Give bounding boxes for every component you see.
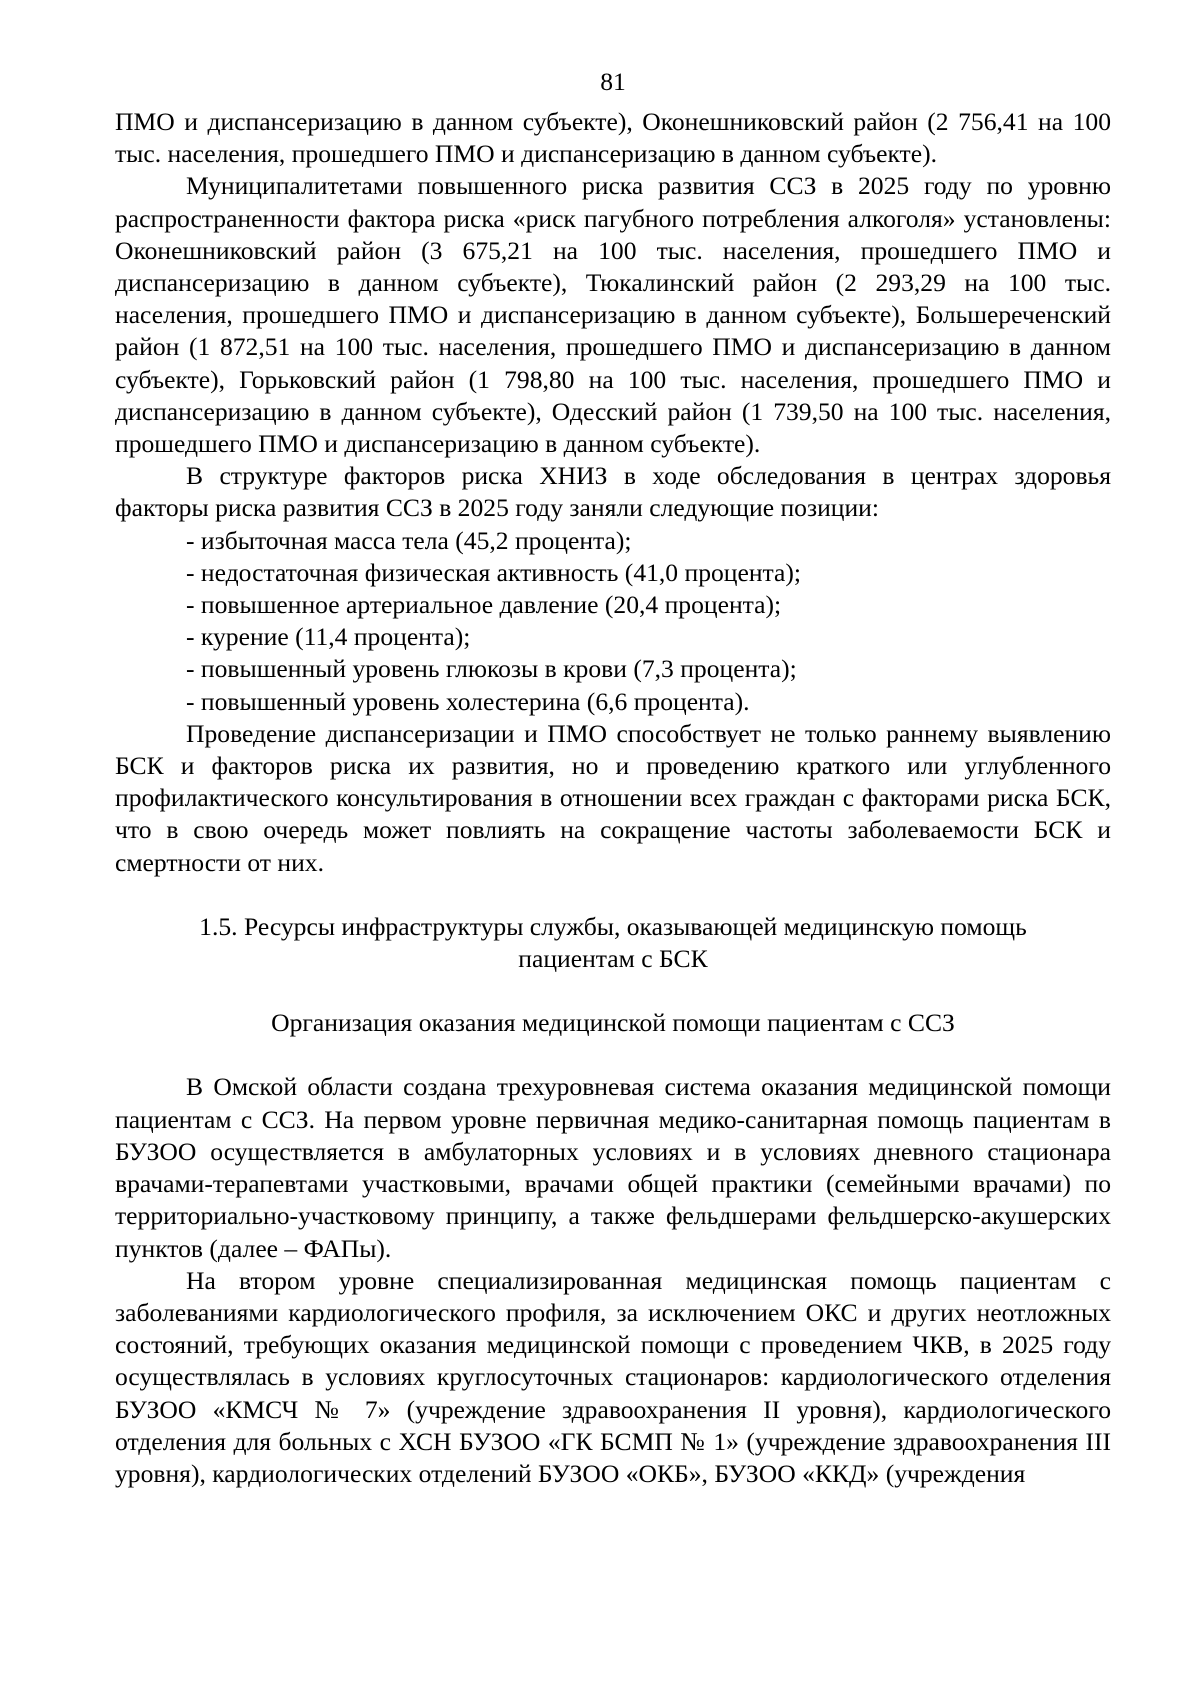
paragraph-second-level-care: На втором уровне специализированная медицинская помощь пациентам с заболеваниями кардиологического профиля, за исключением ОКС и других неотложных состояний, требующих оказания медицинской помощи с проведением ЧКВ, в 2025 году осуществлялась в условиях круглосуточных стационаров: кардиологического отделения БУЗОО «КМСЧ № 7» (учреждение здравоохранения II уровня), кардиологического отделения для больных с ХСН БУЗОО «ГК БСМП № 1» (учреждение здравоохранения III уровня), кардиологических отделений БУЗОО «ОКБ», БУЗОО «ККД» (учреждения xyxy=(115,1265,1111,1488)
section-heading xyxy=(115,911,1111,975)
section-heading-line-2: пациентам с БСК xyxy=(518,944,708,974)
list-item: - избыточная масса тела (45,2 процента); xyxy=(186,525,632,555)
list-item: - курение (11,4 процента); xyxy=(186,622,471,652)
list-item: - недостаточная физическая активность (41,0 процента); xyxy=(186,557,802,587)
paragraph-three-level-system: В Омской области создана трехуровневая система оказания медицинской помощи пациентам с ССЗ. На первом уровне первичная медико-санитарная помощь пациентам в БУЗОО осуществляется в амбулаторных условиях и в условиях дневного стационара врачами-терапевтами участковыми, врачами общей практики (семейными врачами) по территориально-участковому принципу, а также фельдшерами фельдшерско-акушерских пунктов (далее – ФАПы). xyxy=(115,1072,1111,1263)
paragraph-continuation: ПМО и диспансеризацию в данном субъекте), Оконешниковский район (2 756,41 на 100 тыс. населения, прошедшего ПМО и диспансеризацию в данном субъекте). xyxy=(115,107,1111,169)
list-item: - повышенный уровень глюкозы в крови (7,3 процента); xyxy=(186,654,797,684)
paragraph-alcohol-risk-municipalities: Муниципалитетами повышенного риска развития ССЗ в 2025 году по уровню распространенности фактора риска «риск пагубного потребления алкоголя» установлены: Оконешниковский район (3 675,21 на 100 тыс. населения, прошедшего ПМО и диспансеризацию в данном субъекте), Тюкалинский район (2 293,29 на 100 тыс. населения, прошедшего ПМО и диспансеризацию в данном субъекте), Большереченский район (1 872,51 на 100 тыс. населения, прошедшего ПМО и диспансеризацию в данном субъекте), Горьковский район (1 798,80 на 100 тыс. населения, прошедшего ПМО и диспансеризацию в данном субъекте), Одесский район (1 739,50 на 100 тыс. населения, прошедшего ПМО и диспансеризацию в данном субъекте). xyxy=(115,171,1111,459)
section-heading-line-1: 1.5. Ресурсы инфраструктуры службы, оказывающей медицинскую помощь xyxy=(199,911,1027,941)
paragraph-risk-factor-structure: В структуре факторов риска ХНИЗ в ходе обследования в центрах здоровья факторы риска развития ССЗ в 2025 году заняли следующие позиции: xyxy=(115,461,1111,523)
page-number: 81 xyxy=(600,67,626,96)
document-page xyxy=(115,66,1111,1490)
subsection-heading: Организация оказания медицинской помощи пациентам с ССЗ xyxy=(271,1008,955,1038)
risk-factor-list xyxy=(115,525,1111,718)
list-item: - повышенное артериальное давление (20,4 процента); xyxy=(186,590,782,620)
paragraph-screening-benefits: Проведение диспансеризации и ПМО способствует не только раннему выявлению БСК и факторов риска их развития, но и проведению краткого или углубленного профилактического консультирования в отношении всех граждан с факторами риска БСК, что в свою очередь может повлиять на сокращение частоты заболеваемости БСК и смертности от них. xyxy=(115,718,1111,877)
list-item: - повышенный уровень холестерина (6,6 процента). xyxy=(186,686,750,716)
